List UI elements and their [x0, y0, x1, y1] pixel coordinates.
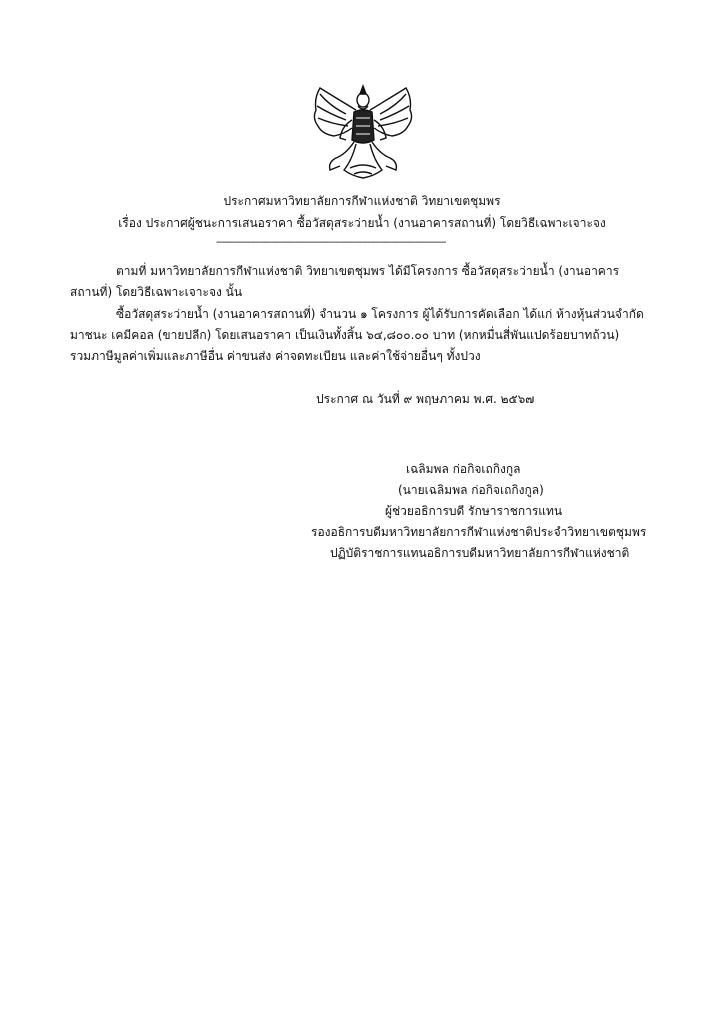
signer-position-1: ผู้ช่วยอธิการบดี รักษาราชการแทน	[385, 504, 563, 518]
document-subject: เรื่อง ประกาศผู้ชนะการเสนอราคา ซื้อวัสดุสระว่ายน้ำ (งานอาคารสถานที่) โดยวิธีเฉพาะเจาะจง	[118, 216, 606, 230]
separator-line: ----------------------------------------------------------------------------------------	[216, 237, 446, 248]
signed-name: เฉลิมพล ก่อกิจเถกิงกูล	[406, 462, 521, 476]
signer-full-name: (นายเฉลิมพล ก่อกิจเถกิงกูล)	[398, 483, 544, 497]
document-title: ประกาศมหาวิทยาลัยการกีฬาแห่งชาติ วิทยาเขตชุมพร	[223, 194, 501, 208]
paragraph-1-line-2: สถานที่) โดยวิธีเฉพาะเจาะจง นั้น	[70, 285, 243, 299]
announce-date: ประกาศ ณ วันที่ ๙ พฤษภาคม พ.ศ. ๒๕๖๗	[316, 392, 535, 406]
paragraph-2-line-1: ซื้อวัสดุสระว่ายน้ำ (งานอาคารสถานที่) จำนวน ๑ โครงการ ผู้ได้รับการคัดเลือก ได้แก่ ห้างหุ้นส่วนจำกัด	[116, 307, 644, 321]
paragraph-1-line-1: ตามที่ มหาวิทยาลัยการกีฬาแห่งชาติ วิทยาเขตชุมพร ได้มีโครงการ ซื้อวัสดุสระว่ายน้ำ (งานอาคาร	[116, 264, 620, 278]
garuda-emblem-icon	[306, 84, 420, 182]
paragraph-2-line-3: รวมภาษีมูลค่าเพิ่มและภาษีอื่น ค่าขนส่ง ค่าจดทะเบียน และค่าใช้จ่ายอื่นๆ ทั้งปวง	[70, 349, 481, 363]
signer-position-2: รองอธิการบดีมหาวิทยาลัยการกีฬาแห่งชาติประจำวิทยาเขตชุมพร	[311, 525, 647, 539]
signer-position-3: ปฏิบัติราชการแทนอธิการบดีมหาวิทยาลัยการกีฬาแห่งชาติ	[330, 546, 630, 560]
paragraph-2-line-2: มาชนะ เคมีคอล (ขายปลีก) โดยเสนอราคา เป็นเงินทั้งสิ้น ๖๔,๘๐๐.๐๐ บาท (หกหมื่นสี่พันแปดร้อยบาทถ้วน)	[70, 328, 620, 342]
